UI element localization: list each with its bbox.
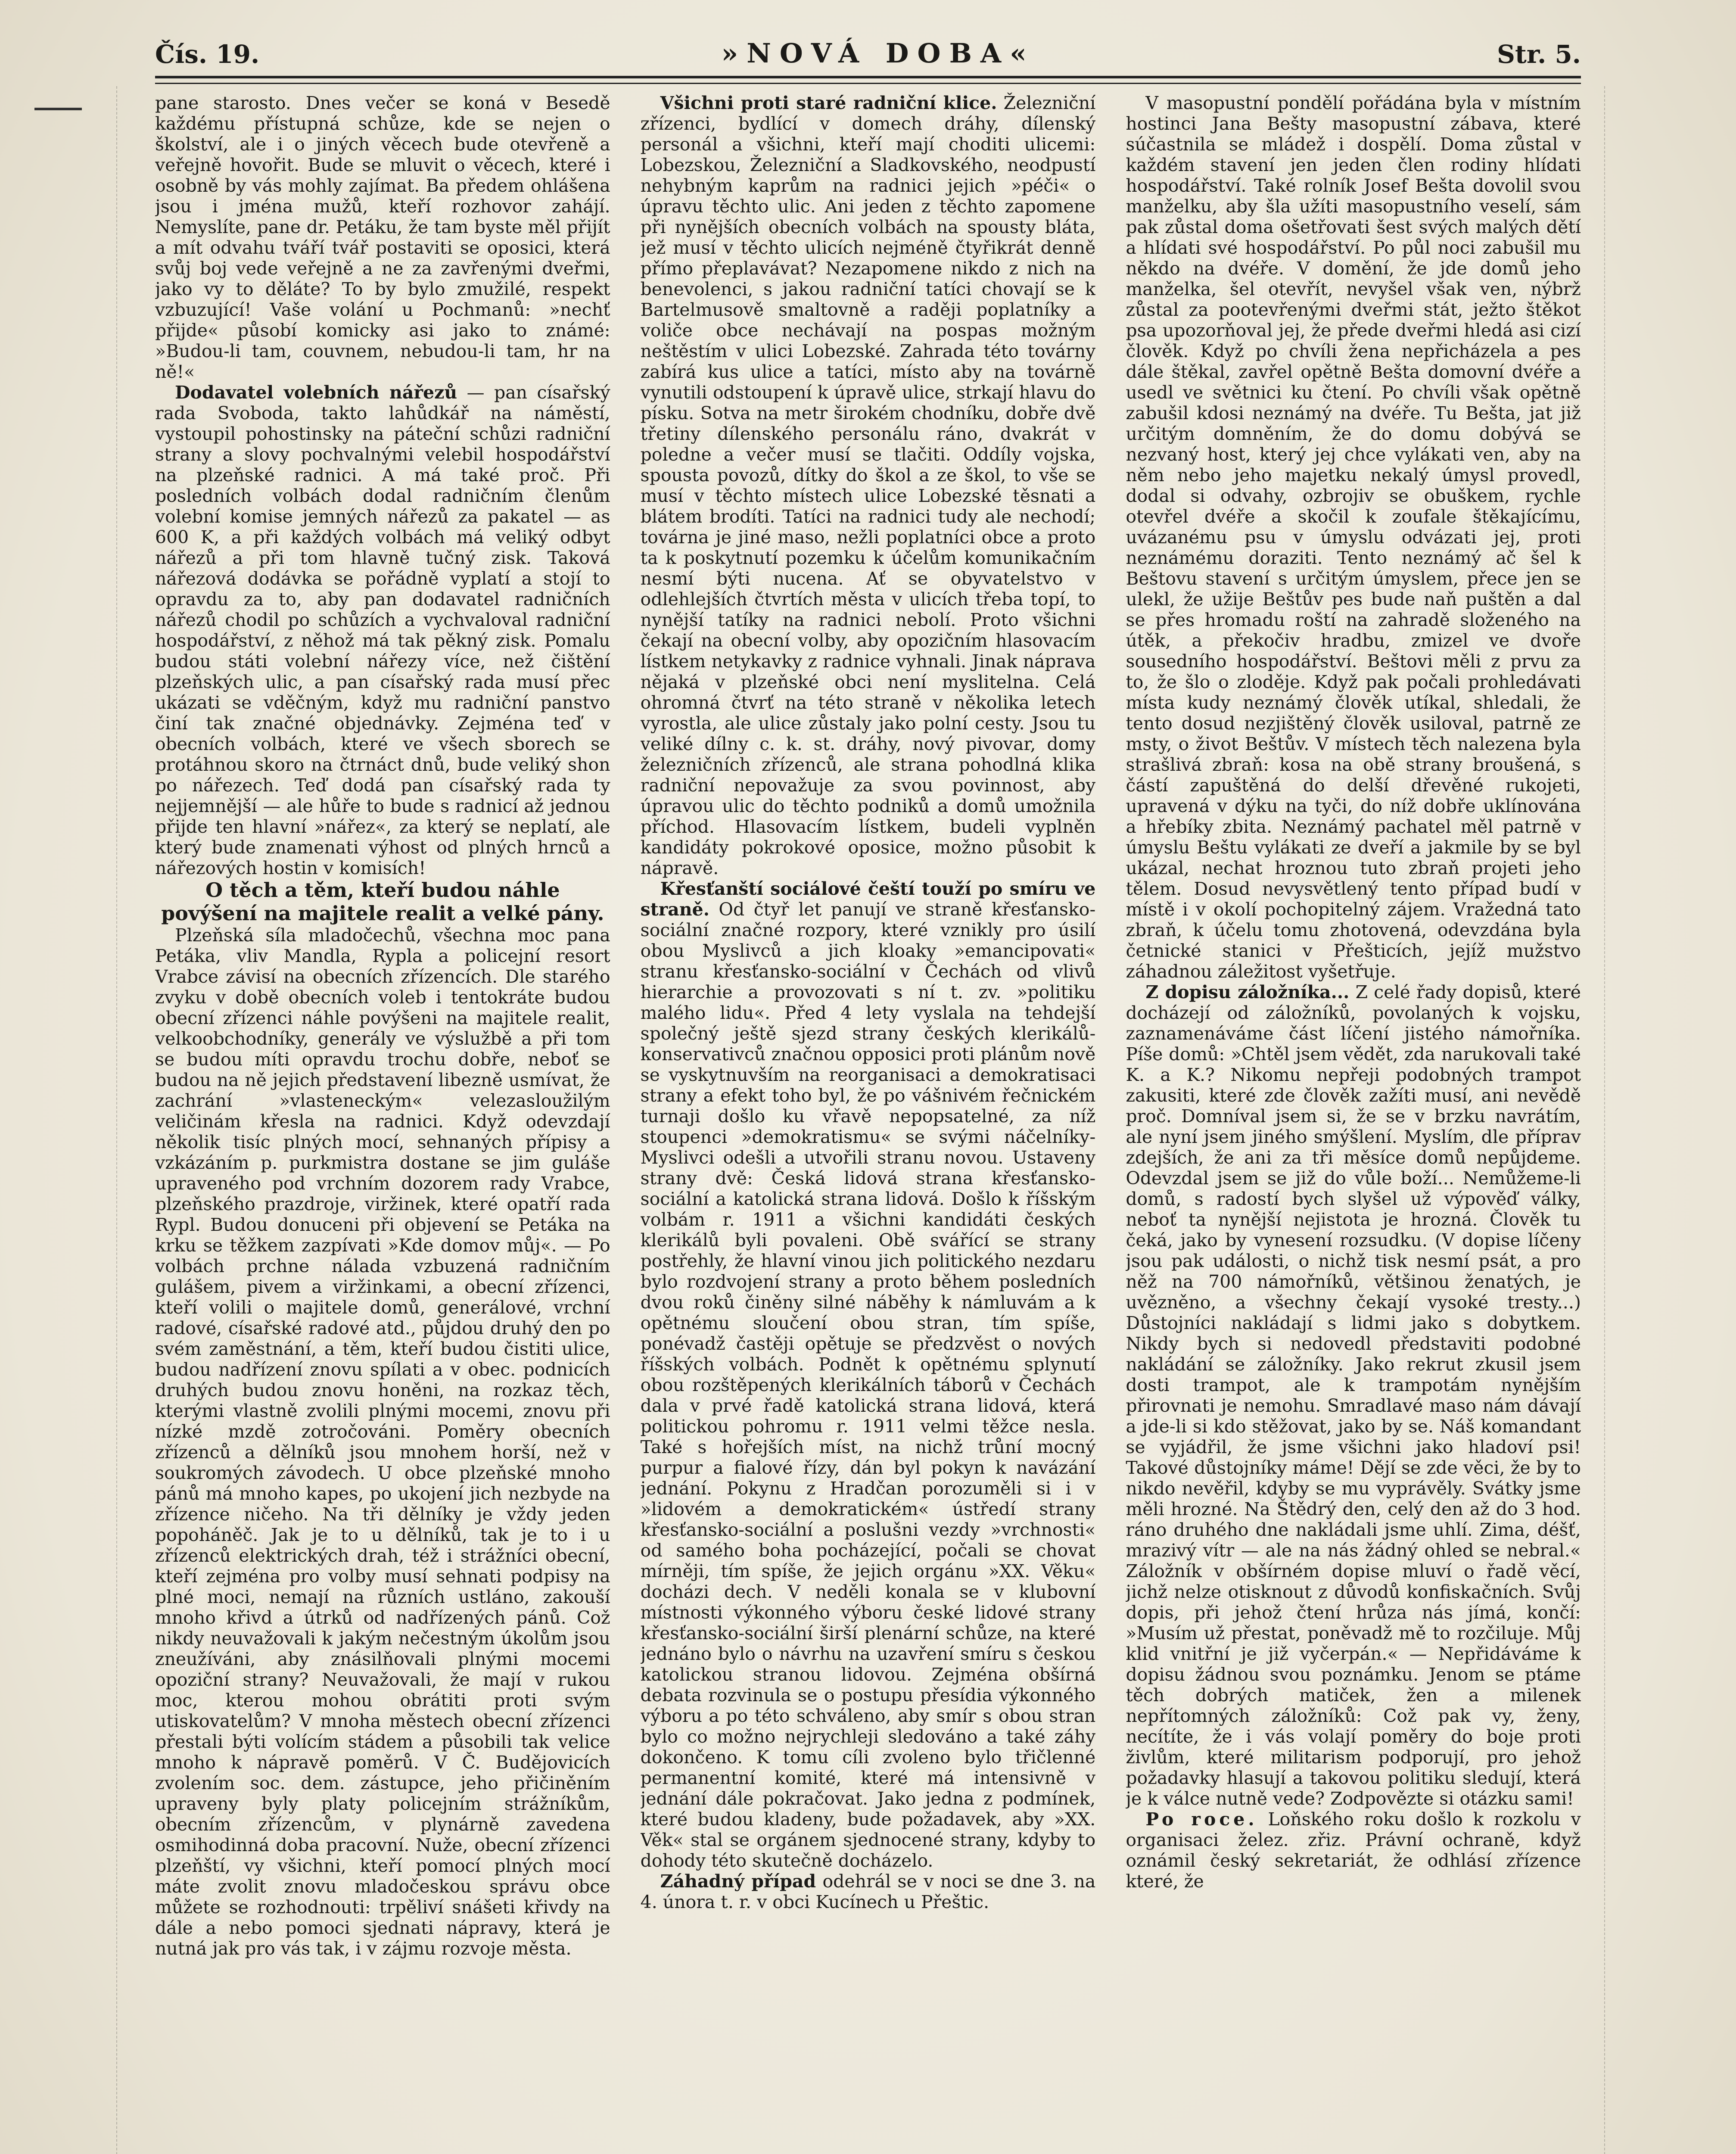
page-margin-right xyxy=(1604,86,1607,2154)
article-heading: O těch a těm, kteří budou náhle povýšení na majitele realit a velké pány. xyxy=(161,878,604,925)
page-number: Str. 5. xyxy=(1497,40,1581,69)
article-paragraph xyxy=(641,1871,1096,1912)
column-3 xyxy=(1126,93,1581,2154)
page-header xyxy=(155,30,1581,69)
article-heading: Všichni proti staré radniční klice. xyxy=(660,93,997,113)
column-2 xyxy=(641,93,1096,2154)
article-paragraph xyxy=(641,93,1096,878)
article-paragraph xyxy=(1126,982,1581,1809)
article-heading: Z dopisu záložníka... xyxy=(1145,982,1350,1002)
article-paragraph xyxy=(1126,1809,1581,1892)
page-margin-left xyxy=(116,86,119,2154)
article-heading: Záhadný případ xyxy=(660,1871,816,1892)
article-heading: Po roce. xyxy=(1145,1809,1258,1830)
article-text: Loňského roku došlo k rozkolu v organisaci želez. zřiz. Právní ochraně, když oznámil český sekretariát, že odhlásí zřízence které, že xyxy=(1126,1809,1581,1892)
article-heading: Křesťanští sociálové čeští touží po smíru ve straně. xyxy=(640,878,1096,920)
article-text: Plzeňská síla mladočechů, všechna moc pana Petáka, vliv Mandla, Rypla a policejní resort Vrabce závisí na obecních zřízencích. Dle starého zvyku v době obecních voleb i tentokráte budou obecní zřízenci náhle povýšeni na majitele realit, velkoobchodníky, generály ve výslužbě a při tom se budou míti opravdu trochu dobře, neboť se budou na ně jejich představení libezně usmívat, že zachrání »vlasteneckým« velezasloužilým veličinám křesla na radnici. Když odevzdají několik tisíc plných mocí, sehnaných přípisy a vzkázáním p. purkmistra dostane se jim gulášе upraveného pod vrchním dozorem rady Vrabce, plzeňského prazdroje, viržinek, které opatří rada Rypl. Budou donuceni při objevení se Petáka na krku se těžkem zazpívati »Kde domov můj«. — Po volbách prchne nálada vzbuzená radničním gulášem, pivem a viržinkami, a obecní zřízenci, kteří volili o majitele domů, generálové, vrchní radové, císařské radové atd., půjdou druhý den po svém zaměstnání, a těm, kteří budou čistiti ulice, budou nadřízení znovu spílati a v obec. podnicích druhých budou znovu honěni, na rozkaz těch, kterými vlastně zvolili plnými mocemi, znovu při nízké mzdě zotročováni. Poměry obecních zřízenců a dělníků jsou mnohem horší, než v soukromých závodech. U obce plzeňské mnoho pánů má mnoho kapes, po ukojení jich nezbyde na zřízence ničeho. Na tři dělníky je vždy jeden popoháněč. Jak je to u dělníků, tak je to i u zřízenců elektrických drah, též i strážníci obecní, kteří zejména pro volby musí sehnati podpisy na plné moci, nemají na různích ustláno, zakouší mnoho křivd a útrků od nadřízených pánů. Což nikdy neuvažovali k jakým nečestným úkolům jsou zneužíváni, aby znásilňovali plnými mocemi opoziční strany? Neuvažovali, že mají v rukou moc, kterou mohou obrátiti proti svým utiskovatelům? V mnoha městech obecní zřízenci přestali býti volícím stádem a působili tak velice mnoho k nápravě poměrů. V Č. Budějovicích zvolením soc. dem. zástupce, jeho přičiněním upraveny byly platy policejním strážníkům, obecním zřízencům, v plynárně zavedena osmihodinná doba pracovní. Nuže, obecní zřízenci plzeňští, vy všichni, kteří pomocí plných mocí máte zvolit znovu mladočeskou správu obce můžete se rozhodnouti: trpěliví snášeti křivdy na dále a nebo pomoci sjednati nápravy, která je nutná jak pro vás tak, i v zájmu rozvoje města. xyxy=(155,925,610,1959)
issue-number: Čís. 19. xyxy=(155,40,260,69)
text-columns xyxy=(155,93,1581,2154)
column-1 xyxy=(155,93,610,2154)
masthead-title: »NOVÁ DOBA« xyxy=(721,37,1035,69)
header-rule xyxy=(155,76,1581,84)
article-text: V masopustní pondělí pořádána byla v místním hostinci Jana Bešty masopustní zábava, které súčastnila se mládež i dospělí. Doma zůstal v každém stavení jen jeden člen rodiny hlídati hospodářství. Také rolník Josef Bešta dovolil svou manželku, aby šla užíti masopustního veselí, sám pak zůstal doma ošetřovati šest svých malých dětí a hlídati své hospodářství. Po půl noci zabušil mu někdo na dvéře. V domění, že jde domů jeho manželka, šel otevřít, nevyšel však ven, nýbrž zůstal za pootevřenými dveřmi stát, ježto štěkot psa upozorňoval jej, že přede dveřmi hledá asi cizí člověk. Když po chvíli žena nepřicházela a pes dále štěkal, zavřel opětně Bešta domovní dvéře a usedl ve světnici ku čtení. Po chvíli však opětně zabušil kdosi neznámý na dvéře. Tu Bešta, jat již určitým domněním, že do domu dobývá se nezvaný host, který jej chce vylákati ven, aby na něm nebo jeho majetku nekalý úmysl provedl, dodal si odvahy, ozbrojiv se obuškem, rychle otevřel dvéře a skočil k zoufale štěkajícímu, uvázanému psu v úmyslu odvázati jej, proti neznámému doraziti. Tento neznámý ač šel k Beštovu stavení s určitým úmyslem, přece jen se ulekl, že užije Beštův pes bude naň puštěn a dal se přes hromadu roští na zahradě složeného na útěk, a překočiv hradbu, zmizel ve dvoře sousedního hospodářství. Beštovi měli z prvu za to, že šlo o zloděje. Když pak počali prohledávati místa kudy neznámý člověk utíkal, shledali, že tento dosud nezjištěný člověk usiloval, patrně ze msty, o život Beštův. V místech těch nalezena byla strašlivá zbraň: kosa na obě strany broušená, s částí zapuštěná do delší dřevěné rukojeti, upravená v dýku na tyči, do níž dobře uklínována a hřebíky zbita. Neznámý pachatel měl patrně v úmyslu Beštu vylákati ze dveří a jakmile by se byl ukázal, nechat hroznou tuto zbraň projeti jeho tělem. Dosud nevysvětlený tento případ budí v místě i v okolí pochopitelný zájem. Vražedná tato zbraň, k účelu tomu zhotovená, odevzdána byla četnické stanici v Přešticích, jejíž mužstvo záhadnou záležitost vyšetřuje. xyxy=(1126,93,1581,982)
article-text: Od čtyř let panují ve straně křesťansko-sociální značné rozpory, které vznikly pro úsilí obou Myslivců a jich kloaky »emancipovati« stranu křesťansko-sociální v Čechách od vlivů hierarchie a provozovati s ní t. zv. »politiku malého lidu«. Před 4 lety vyslala na tehdejší společný ještě sjezd strany českých klerikálů-konservativců značnou opposici proti plánům nově se vyskytnuvším na reorganisaci a demokratisaci strany a efekt toho byl, že po vášnivém řečnickém turnaji došlo ku vřavě nepopsatelné, za níž stoupenci »demokratismu« se svými náčelníky-Myslivci odešli a utvořili stranu novou. Ustaveny strany dvě: Česká lidová strana křesťansko-sociální a katolická strana lidová. Došlo k říšským volbám r. 1911 a všichni kandidáti českých klerikálů byli povaleni. Obě svářící se strany postřehly, že hlavní vinou jich politického nezdaru bylo rozdvojení strany a proto během posledních dvou roků činěny silné náběhy k námluvám a k opětnému sloučení obou stran, tím spíše, ponévadž častěji opětuje se předzvěst o nových říšských volbách. Podnět k opětnému splynutí obou rozštěpených klerikálních táborů v Čechách dala v prvé řadě katolická strana lidová, která politickou pohromu r. 1911 velmi těžce nesla. Také s hořejších míst, na nichž trůní mocný purpur a fialové řízy, dán byl pokyn k navázání jednání. Pokynu z Hradčan porozuměli si i v »lidovém a demokratickém« ústředí strany křesťansko-sociální a poslušni vezdy »vrchnosti« od samého boha pocházející, počali se chovat mírněji, tím spíše, že jejich orgánu »XX. Věku« docházi dech. V neděli konala se v klubovní místnosti výkonného výboru české lidové strany křesťansko-sociální širší plenární schůze, na které jednáno bylo o návrhu na uzavření smíru s českou katolickou stranou lidovou. Zejména obšírná debata rozvinula se o postupu přesídia výkonného výboru a po této schváleno, aby smír s obou stran bylo co možno nejrychleji sledováno a také záhy dokončeno. K tomu cíli zvoleno bylo třičlenné permanentní komité, které má intensivně v jednání dále pokračovat. Jako jedna z podmínek, které budou kladeny, bude požadavek, aby »XX. Věk« stal se orgánem sjednocené strany, kdyby to dohody této skutečně docházelo. xyxy=(640,899,1096,1871)
ink-mark xyxy=(34,108,82,110)
article-paragraph xyxy=(155,382,610,878)
article-heading: Dodavatel volebních nářezů xyxy=(175,382,457,403)
article-paragraph xyxy=(641,878,1096,1871)
article-text: — pan císařský rada Svoboda, takto lahůdkář na náměstí, vystoupil pohostinsky na páteční schůzi radniční strany a slovy pochvalnými velebil hospodářství na plzeňské radnici. A má také proč. Při posledních volbách dodal radničním členům volební komise jemných nářezů za pakatel — as 600 K, a při každých volbách má veliký odbyt nářezů a při tom hlavně tučný zisk. Taková nářezová dodávka se pořádně vyplatí a stojí to opravdu za to, aby pan dodavatel radničních nářezů chodil po schůzích a vychvaloval radniční hospodářství, z něhož má tak pěkný zisk. Pomalu budou státi volební nářezy více, než čištění plzeňských ulic, a pan císařský rada musí přec ukázati se vděčným, když mu radniční panstvo činí tak značné objednávky. Zejména teď v obecních volbách, které ve všech sborech se protáhnou skoro na čtrnáct dnů, bude veliký shon po nářezech. Teď dodá pan císařský rada ty nejjemnější — ale hůře to bude s radnicí až jednou přijde ten hlavní »nářez«, za který se neplatí, ale který bude znamenati výhost od plných hrnců a nářezových hostin v komisích! xyxy=(155,382,610,878)
article-text: Železniční zřízenci, bydlící v domech dráhy, dílenský personál a všichni, kteří mají choditi ulicemi: Lobezskou, Železniční a Sladkovského, neodpustí nehybným kaprům na radnici jejich »péči« o úpravu těchto ulic. Ani jeden z těchto zapomene při nynějších obecních volbách na spousty bláta, jež musí v těchto ulicích nejméně čtyřikrát denně přímo přeplavávat? Nezapomene nikdo z nich na benevolenci, s jakou radniční tatíci chovají se k Bartelmusově smaltovně a raději poplatníky a voliče obce nechávají na pospas možným neštěstím v ulici Lobezské. Zahrada této továrny zabírá kus ulice a tatíci, místo aby na továrně vynutili odstoupení k úpravě ulice, strkají hlavu do písku. Sotva na metr širokém chodníku, dobře dvě třetiny dílenského personálu ráno, dvakrát v poledne a večer musí se tlačiti. Oddíly vojska, spousta povozů, dítky do škol a ze škol, to vše se musí v těchto místech ulice Lobezské těsnati a blátem brodíti. Tatíci na radnici tudy ale nechodí; továrna je jiné maso, nežli poplatníci obce a proto ta k poskytnutí pozemku k účelům komunikačním nesmí býti nucena. Ať se obyvatelstvo v odlehlejších čtvrtích města v ulicích třeba topí, to nynější tatíky na radnici nebolí. Proto všichni čekají na obecní volby, aby opozičním hlasovacím lístkem netykavky z radnice vyhnali. Jinak náprava nějaká v plzeňské obci není myslitelna. Celá ohromná čtvrť na této straně v několika letech vyrostla, ale ulice zůstaly jako polní cesty. Jsou tu veliké dílny c. k. st. dráhy, nový pivovar, domy železničních zřízenců, ale strana pohodlná klika radniční nepovažuje za svou povinnost, aby úpravou ulic do těchto podniků a domů umožnila příchod. Hlasovacím lístkem, budeli vyplněn kandidáty pokrokové oposice, možno působit k nápravě. xyxy=(640,93,1096,878)
article-text: odehrál se v noci se dne 3. na 4. února t. r. v obci Kucínech u Přeštic. xyxy=(640,1871,1096,1912)
article-text: pane starosto. Dnes večer se koná v Besedě každému přístupná schůze, kde se nejen o školství, ale i o jiných věcech bude otevřeně a veřejně hovořit. Bude se mluvit o věcech, které i osobně by vás mohly zajímat. Ba předem ohlášena jsou i jména mužů, kteří rozhovor zahájí. Nemyslíte, pane dr. Petáku, že tam byste měl přijít a mít odvahu tváří tvář postaviti se oposici, která svůj boj vede veřejně a ne za zavřenými dveřmi, jako vy to děláte? To by bylo zmužilé, respekt vzbuzující! Vaše volání u Pochmanů: »nechť přijde« působí komicky asi jako to známé: »Budou-li tam, couvnem, nebudou-li tam, hr na ně!« xyxy=(155,93,610,382)
article-text: Z celé řady dopisů, které docházejí od záložníků, povolaných k vojsku, zaznamenáváme část líčení jistého námořníka. Píše domů: »Chtěl jsem vědět, zda narukovali také K. a K.? Nikomu nepřeji podobných trampot zakusiti, které zde člověk zažíti musí, ani nevědě proč. Domníval jsem si, že se v brzku navrátím, ale nyní jsem jiného smýšlení. Myslím, dle příprav zdejších, že ani za tři měsíce domů nepůjdeme. Odevzdal jsem se již do vůle boží... Nemůžeme-li domů, s radostí bych slyšel už výpověď války, neboť ta nynější nejistota je hrozná. Člověk tu čeká, jako by vynesení rozsudku. (V dopise líčeny jsou pak události, o nichž tisk nesmí psát, a pro něž na 700 námořníků, většinou ženatých, je uvězněno, a všechny čekají vysoké tresty...) Důstojníci nakládají s lidmi jako s dobytkem. Nikdy bych si nedovedl představiti podobné nakládání se záložníky. Jako rekrut zkusil jsem dosti trampot, ale k trampotám nynějším přirovnati je nemohu. Smradlavé maso nám dávají a jde-li si kdo stěžovat, jako by se. Náš komandant se vyjádřil, že jsme všichni jako hladoví psi! Takové důstojníky máme! Dějí se zde věci, že by to nikdo nevěřil, kdyby se mu vyprávěly. Svátky jsme měli hrozné. Na Štědrý den, celý den až do 3 hod. ráno druhého dne nakládali jsme uhlí. Zima, déšť, mrazivý vítr — ale na nás žádný ohled se nebral.« Záložník v obšírném dopise mluví o řadě věcí, jichž nelze otisknout z důvodů konfiskačních. Svůj dopis, při jehož čtení hrůza nás jímá, končí: »Musím už přestat, poněvadž mě to rozčiluje. Můj klid vnitřní je již vyčerpán.« — Nepřidáváme k dopisu žádnou svou poznámku. Jenom se ptáme těch dobrých matiček, žen a milenek nepřítomných záložníků: Což pak vy, ženy, necítíte, že i vás volají poměry do boje proti živlům, které militarism podporují, pro jehož požadavky hlasují a takovou politiku sledují, která je k válce nutně vede? Zodpovězte si otázku sami! xyxy=(1126,982,1581,1809)
